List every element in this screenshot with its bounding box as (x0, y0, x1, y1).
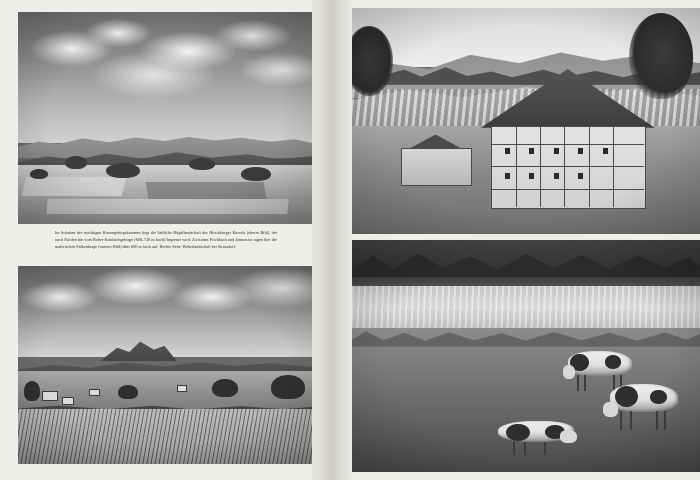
photo-vignette (352, 8, 700, 234)
cattle-by-river-photo (352, 240, 700, 472)
half-timbered-farmhouse-photo (352, 8, 700, 234)
photo-vignette (352, 240, 700, 472)
page-gutter (312, 0, 352, 480)
caption-text: Im Schatten des mächtigen Riesengebirgskammes liegt die liebliche Hügellandschaft des Hirschberger Kessels (oberes Bild), der nach Norden hin vom Bober-Katzbachgebirge (600–720 m hoch) begrenzt wird. Zwischen Fischbach und Jannowitz ragen hier die malerischen Falkenberge (unteres Bild) über 600 m hoch auf. Rechte Seite: Boberlandschaft bei Strussdorf. (55, 230, 277, 249)
photo-vignette (18, 266, 312, 464)
right-page (352, 0, 700, 480)
photo-caption (55, 230, 277, 250)
left-page (0, 0, 312, 480)
hilly-landscape-panorama-photo (18, 12, 312, 224)
photo-vignette (18, 12, 312, 224)
valley-village-photo (18, 266, 312, 464)
